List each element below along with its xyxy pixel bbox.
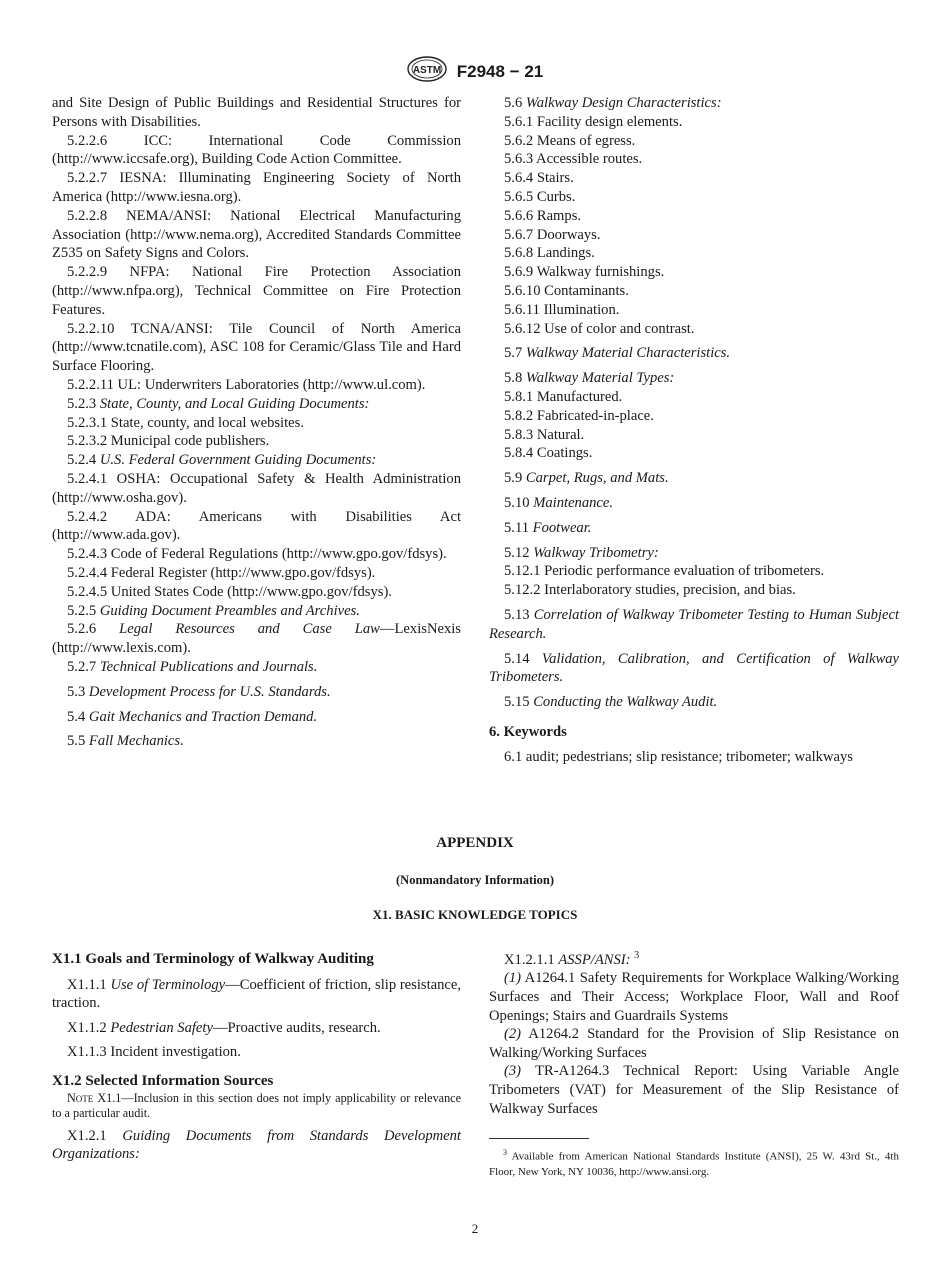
page-header — [0, 56, 950, 87]
paragraph: 5.6.7 Doorways. — [504, 226, 601, 243]
paragraph: 5.2.2.6 ICC: International Code Commission (http://www.iccsafe.org), Building Code Action Committee. — [52, 132, 461, 168]
paragraph: 5.12.2 Interlaboratory studies, precision, and bias. — [504, 582, 796, 599]
paragraph: 5.6.6 Ramps. — [504, 207, 582, 224]
paragraph: 5.2.4 U.S. Federal Government Guiding Documents: — [67, 452, 377, 469]
paragraph: 5.6.3 Accessible routes. — [504, 151, 643, 168]
paragraph: X1.2.1.1 ASSP/ANSI: $^3$ — [504, 950, 640, 968]
paragraph: 5.8.2 Fabricated-in-place. — [504, 407, 654, 424]
paragraph: 5.12.1 Periodic performance evaluation of tribometers. — [504, 563, 825, 580]
paragraph: 5.2.2.7 IESNA: Illuminating Engineering Society of North America (http://www.iesna.org). — [52, 170, 461, 205]
paragraph: 5.9 Carpet, Rugs, and Mats. — [504, 470, 669, 487]
paragraph: X1.1.3 Incident investigation. — [67, 1044, 241, 1061]
paragraph: (3) TR-A1264.3 Technical Report: Using Variable Angle Tribometers (VAT) for Measurement of the Slip Resistance of Walkway Surfaces — [489, 1063, 899, 1117]
paragraph: and Site Design of Public Buildings and Residential Structures for Persons with Disabilities. — [52, 95, 461, 130]
paragraph: 5.2.4.1 OSHA: Occupational Safety & Health Administration (http://www.osha.gov). — [52, 470, 461, 506]
section-heading: X1.1 Goals and Terminology of Walkway Auditing — [52, 951, 374, 967]
section-heading: X1.2 Selected Information Sources — [52, 1072, 274, 1089]
paragraph: 5.2.2.10 TCNA/ANSI: Tile Council of North America (http://www.tcnatile.com), ASC 108 for Ceramic/Glass Tile and Hard Surface Flooring. — [52, 320, 461, 375]
paragraph: 5.2.4.4 Federal Register (http://www.gpo.gov/fdsys). — [67, 564, 376, 581]
paragraph: 5.3 Development Process for U.S. Standards. — [67, 683, 331, 700]
appendix-right-column — [489, 947, 899, 1180]
footnote: $^3$ Available from American National Standards Institute (ANSI), 25 W. 43rd St., 4th Floor, New York, NY 10036, http://www.ansi.org. — [489, 1148, 899, 1178]
paragraph: 5.6.11 Illumination. — [504, 301, 620, 318]
paragraph: 6.1 audit; pedestrians; slip resistance; tribometer; walkways — [504, 748, 853, 765]
paragraph: 5.8.3 Natural. — [504, 426, 585, 443]
paragraph: 5.2.4.3 Code of Federal Regulations (http://www.gpo.gov/fdsys). — [67, 546, 447, 563]
paragraph: 5.2.4.2 ADA: Americans with Disabilities Act (http://www.ada.gov). — [52, 508, 461, 544]
paragraph: 5.6.12 Use of color and contrast. — [504, 320, 695, 337]
paragraph: 5.6 Walkway Design Characteristics: — [504, 95, 722, 111]
paragraph: 5.12 Walkway Tribometry: — [504, 544, 659, 561]
appendix-subtitle: (Nonmandatory Information) — [396, 873, 554, 887]
paragraph: 5.6.2 Means of egress. — [504, 132, 636, 149]
paragraph: 5.11 Footwear. — [504, 519, 592, 536]
paragraph: 5.6.5 Curbs. — [504, 188, 576, 205]
paragraph: X1.2.1 Guiding Documents from Standards Development Organizations: — [52, 1127, 461, 1163]
paragraph: 5.6.10 Contaminants. — [504, 282, 629, 299]
paragraph: 5.2.3 State, County, and Local Guiding Documents: — [67, 395, 370, 412]
astm-logo-icon — [407, 56, 447, 87]
appendix-title: APPENDIX — [436, 835, 514, 851]
left-column — [52, 94, 461, 751]
paragraph: 5.7 Walkway Material Characteristics. — [504, 345, 731, 362]
paragraph: 5.2.2.9 NFPA: National Fire Protection Association (http://www.nfpa.org), Technical Committee on Fire Protection Features. — [52, 264, 461, 318]
appendix-section-title: X1. BASIC KNOWLEDGE TOPICS — [372, 907, 578, 922]
paragraph: 5.6.9 Walkway furnishings. — [504, 264, 665, 281]
paragraph: 5.2.3.2 Municipal code publishers. — [67, 433, 270, 450]
paragraph: 5.2.5 Guiding Document Preambles and Archives. — [67, 602, 360, 619]
paragraph: 5.5 Fall Mechanics. — [67, 733, 184, 750]
section-heading: 6. Keywords — [489, 723, 567, 740]
svg-text:ASTM: ASTM — [412, 65, 441, 76]
paragraph: 5.2.2.8 NEMA/ANSI: National Electrical Manufacturing Association (http://www.nema.org), Accredited Standards Committee Z535 on Safety Signs and Colors. — [52, 207, 461, 262]
paragraph: 5.14 Validation, Calibration, and Certification of Walkway Tribometers. — [489, 650, 899, 686]
paragraph: 5.4 Gait Mechanics and Traction Demand. — [67, 708, 318, 725]
paragraph: (2) A1264.2 Standard for the Provision of Slip Resistance on Walking/Working Surfaces — [489, 1026, 899, 1061]
paragraph: (1) A1264.1 Safety Requirements for Workplace Walking/Working Surfaces and Their Access; Workplace Floor, Wall and Roof Openings; Stairs and Guardrails Systems — [489, 970, 899, 1024]
paragraph: 5.6.4 Stairs. — [504, 170, 574, 187]
paragraph: 5.8 Walkway Material Types: — [504, 370, 675, 387]
note: Note X1.1—Inclusion in this section does not imply applicability or relevance to a particular audit. — [52, 1090, 461, 1120]
paragraph: 5.15 Conducting the Walkway Audit. — [504, 694, 718, 711]
page-number: 2 — [471, 1221, 479, 1236]
footnote-divider — [489, 1138, 589, 1139]
right-column — [489, 94, 899, 767]
paragraph: 5.2.4.5 United States Code (http://www.gpo.gov/fdsys). — [67, 583, 392, 600]
paragraph: 5.8.4 Coatings. — [504, 445, 593, 462]
paragraph: 5.13 Correlation of Walkway Tribometer Testing to Human Subject Research. — [489, 606, 900, 642]
paragraph: 5.6.1 Facility design elements. — [504, 113, 683, 130]
paragraph: 5.2.2.11 UL: Underwriters Laboratories (http://www.ul.com). — [67, 376, 426, 393]
paragraph: X1.1.2 Pedestrian Safety—Proactive audits, research. — [67, 1019, 381, 1036]
paragraph: X1.1.1 Use of Terminology—Coefficient of friction, slip resistance, traction. — [52, 976, 461, 1012]
appendix-left-column — [52, 950, 461, 1164]
document-id: F2948 − 21 — [456, 61, 544, 81]
paragraph: 5.2.6 Legal Resources and Case Law—LexisNexis (http://www.lexis.com). — [52, 621, 461, 657]
paragraph: 5.6.8 Landings. — [504, 245, 595, 262]
paragraph: 5.2.7 Technical Publications and Journals. — [67, 658, 318, 675]
paragraph: 5.2.3.1 State, county, and local websites. — [67, 414, 304, 431]
paragraph: 5.8.1 Manufactured. — [504, 388, 623, 405]
paragraph: 5.10 Maintenance. — [504, 494, 614, 511]
